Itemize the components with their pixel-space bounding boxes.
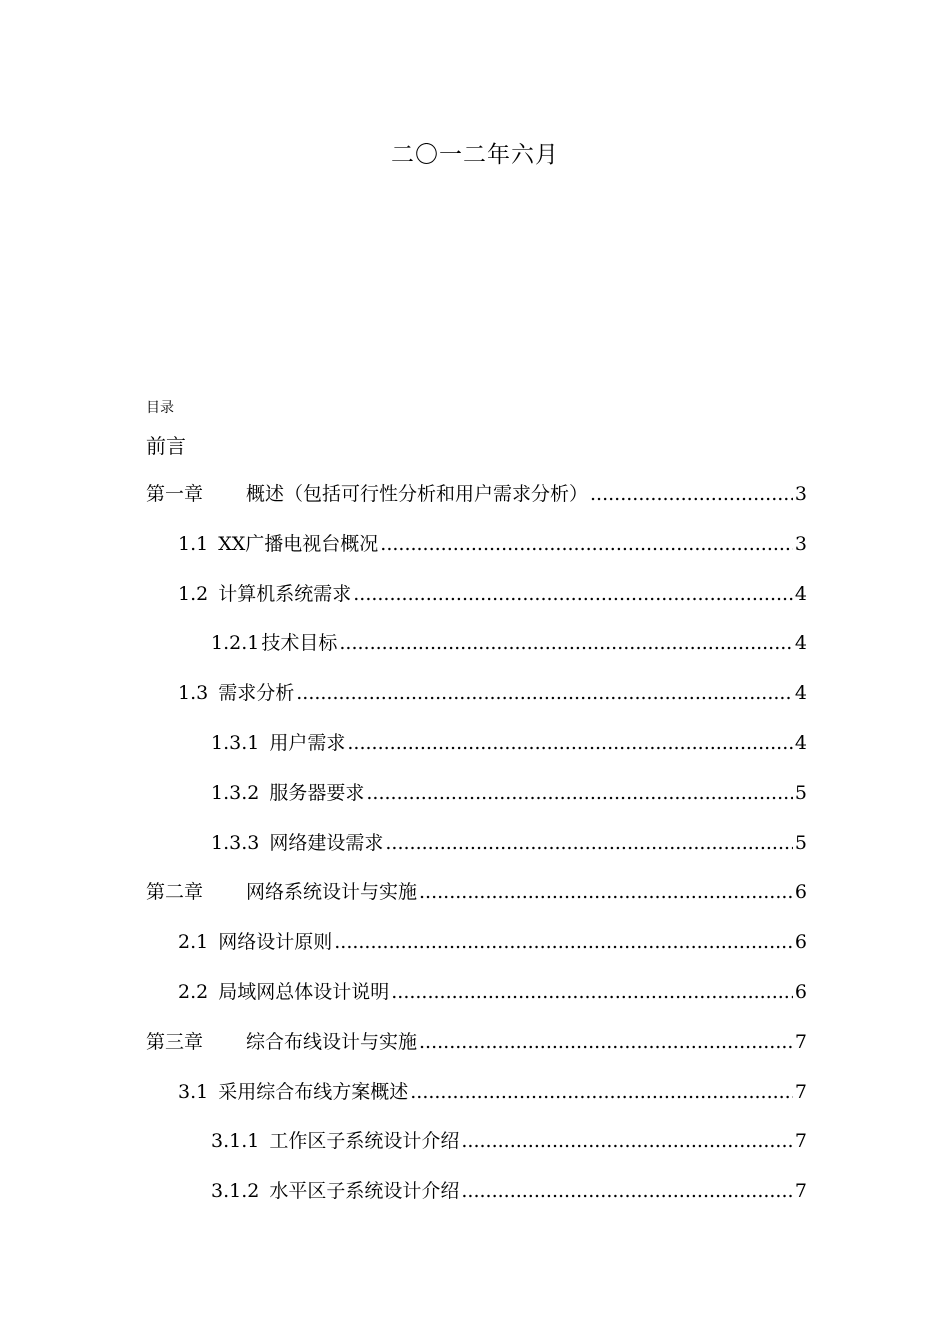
toc-dot-leader [385,827,793,859]
toc-entry-page-number: 5 [794,782,807,804]
toc-entry-number: 1.2 [178,583,209,605]
toc-entry-page-number: 4 [794,632,807,654]
toc-entry-page-number: 7 [794,1031,807,1053]
toc-entry-title: 技术目标 [261,632,338,654]
toc-entry[interactable] [178,578,807,610]
toc-entry[interactable] [146,876,807,908]
toc-dot-leader [410,1076,793,1108]
toc-entry-title: 服务器要求 [269,782,365,804]
toc-dot-leader [461,1175,793,1207]
toc-entry[interactable] [211,827,807,859]
toc-dot-leader [590,478,793,510]
toc-entry[interactable] [178,677,807,709]
toc-entry-title: XX广播电视台概况 [218,533,379,555]
toc-entry-number: 第二章 [146,881,204,903]
toc-entry[interactable] [211,777,807,809]
toc-entry[interactable] [146,478,807,510]
toc-entry-number: 第一章 [146,483,204,505]
toc-entry-page-number: 7 [794,1081,807,1103]
toc-dot-leader [419,1026,793,1058]
toc-dot-leader [461,1125,793,1157]
toc-entry[interactable] [146,1026,807,1058]
toc-entry[interactable] [178,528,807,560]
toc-entry[interactable] [178,926,807,958]
toc-entry-title: 计算机系统需求 [218,583,352,605]
toc-entry-number: 3.1.2 [211,1180,260,1202]
toc-entry-title: 概述（包括可行性分析和用户需求分析） [246,483,589,505]
toc-entry-page-number: 7 [794,1180,807,1202]
toc-entry-title: 综合布线设计与实施 [246,1031,418,1053]
toc-entry-page-number: 3 [794,533,807,555]
toc-dot-leader [419,876,793,908]
toc-entry-number: 1.1 [178,533,209,555]
toc-entry-title: 采用综合布线方案概述 [218,1081,409,1103]
toc-entry-number: 1.3.2 [211,782,260,804]
toc-dot-leader [353,578,793,610]
toc-entry-page-number: 6 [794,931,807,953]
toc-entry-title: 局域网总体设计说明 [218,981,390,1003]
toc-dot-leader [391,976,793,1008]
toc-entry-number: 2.1 [178,931,209,953]
toc-entry[interactable] [211,1125,807,1157]
toc-entry-page-number: 6 [794,881,807,903]
toc-entry-number: 第三章 [146,1031,204,1053]
toc-entry-title: 需求分析 [218,682,295,704]
toc-entry-title: 水平区子系统设计介绍 [269,1180,460,1202]
toc-entry-page-number: 3 [794,483,807,505]
toc-dot-leader [339,627,793,659]
toc-entry-page-number: 4 [794,682,807,704]
toc-entry-title: 网络建设需求 [269,832,384,854]
toc-entry-number: 3.1 [178,1081,209,1103]
toc-dot-leader [347,727,793,759]
toc-entry-number: 3.1.1 [211,1130,260,1152]
toc-entry-number: 1.2.1 [211,632,260,654]
toc-entry-page-number: 4 [794,732,807,754]
toc-entry[interactable] [211,627,807,659]
toc-dot-leader [366,777,793,809]
toc-entry-number: 1.3.1 [211,732,260,754]
toc-heading: 目录 [146,400,174,416]
toc-entry[interactable] [211,727,807,759]
toc-entry[interactable] [211,1175,807,1207]
toc-entry-number: 1.3 [178,682,209,704]
toc-entry-title: 网络系统设计与实施 [246,881,418,903]
toc-entry-number: 1.3.3 [211,832,260,854]
toc-entry-page-number: 7 [794,1130,807,1152]
toc-dot-leader [380,528,793,560]
toc-entry-title: 网络设计原则 [218,931,333,953]
toc-dot-leader [296,677,793,709]
toc-entry-page-number: 4 [794,583,807,605]
toc-entry[interactable] [178,1076,807,1108]
toc-entry[interactable] [178,976,807,1008]
toc-dot-leader [334,926,793,958]
toc-entry-preface[interactable]: 前言 [146,434,186,458]
document-date: 二〇一二年六月 [391,142,559,168]
toc-entry-page-number: 5 [794,832,807,854]
toc-entry-title: 工作区子系统设计介绍 [269,1130,460,1152]
toc-entry-number: 2.2 [178,981,209,1003]
toc-entry-title: 用户需求 [269,732,346,754]
toc-entry-page-number: 6 [794,981,807,1003]
